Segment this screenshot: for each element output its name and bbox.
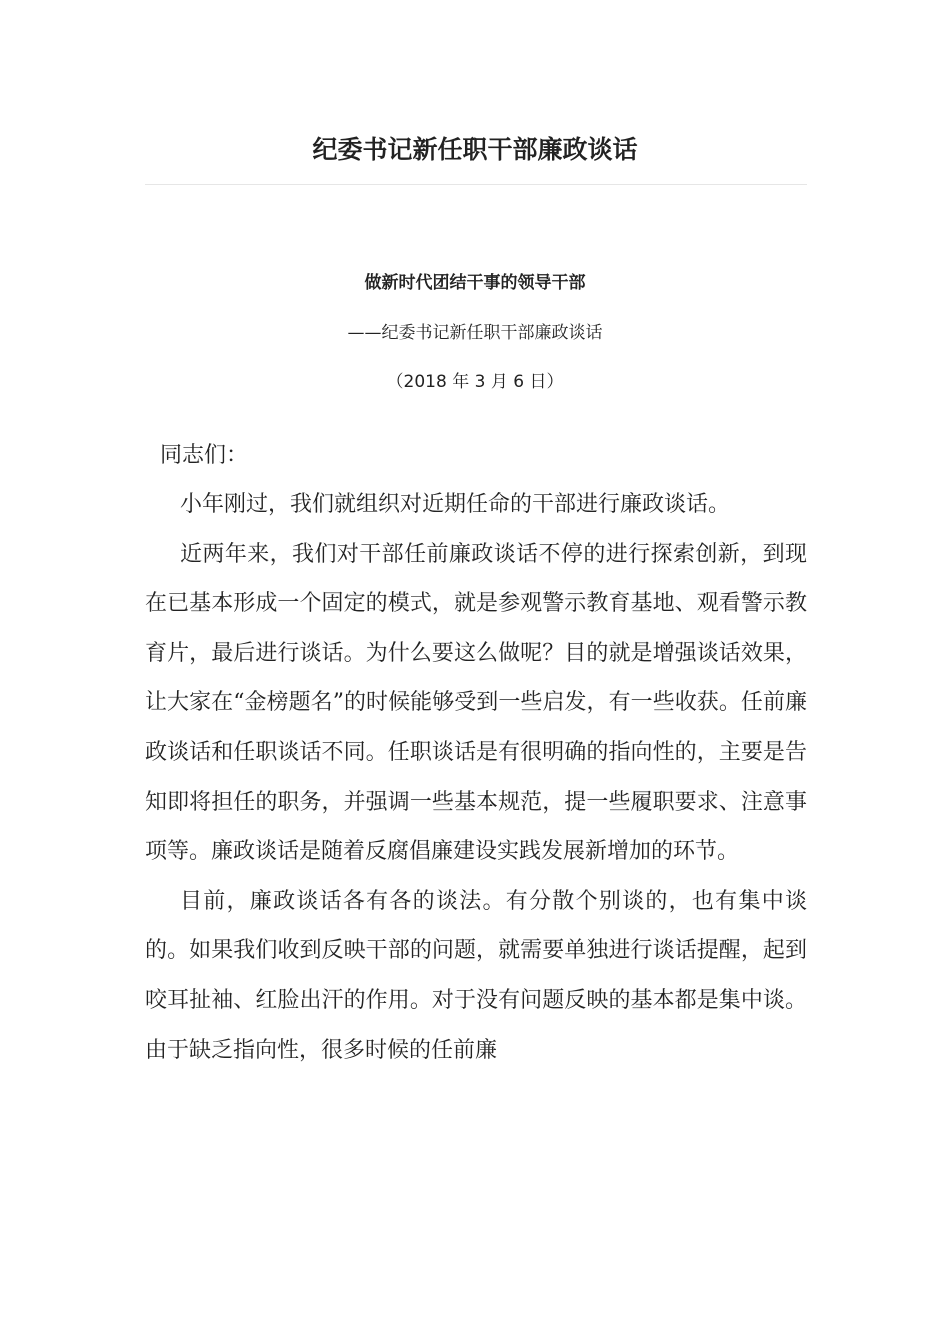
- salutation: 同志们：: [160, 443, 249, 468]
- paragraph: 目前，廉政谈话各有各的谈法。有分散个别谈的，也有集中谈的。如果我们收到反映干部的问题，就需要单独进行谈话提醒，起到咬耳扯袖、红脸出汗的作用。对于没有问题反映的基本都是集中谈。由于缺乏指向性，很多时候的任前廉: [145, 888, 807, 1063]
- speech-heading: 做新时代团结干事的领导干部: [364, 273, 586, 293]
- document-title: 纪委书记新任职干部廉政谈话: [312, 135, 638, 164]
- speech-byline: ——纪委书记新任职干部廉政谈话: [347, 323, 603, 343]
- speech-date: （2018 年 3 月 6 日）: [386, 372, 564, 392]
- title-divider: [145, 184, 807, 185]
- paragraph: 小年刚过，我们就组织对近期任命的干部进行廉政谈话。: [180, 492, 731, 517]
- paragraph: 近两年来，我们对干部任前廉政谈话不停的进行探索创新，到现在已基本形成一个固定的模式，就是参观警示教育基地、观看警示教育片，最后进行谈话。为什么要这么做呢？目的就是增强谈话效果，让大家在“金榜题名”的时候能够受到一些启发，有一些收获。任前廉政谈话和任职谈话不同。任职谈话是有很明确的指向性的，主要是告知即将担任的职务，并强调一些基本规范，提一些履职要求、注意事项等。廉政谈话是随着反腐倡廉建设实践发展新增加的环节。: [145, 541, 807, 865]
- body-text: [145, 480, 807, 1075]
